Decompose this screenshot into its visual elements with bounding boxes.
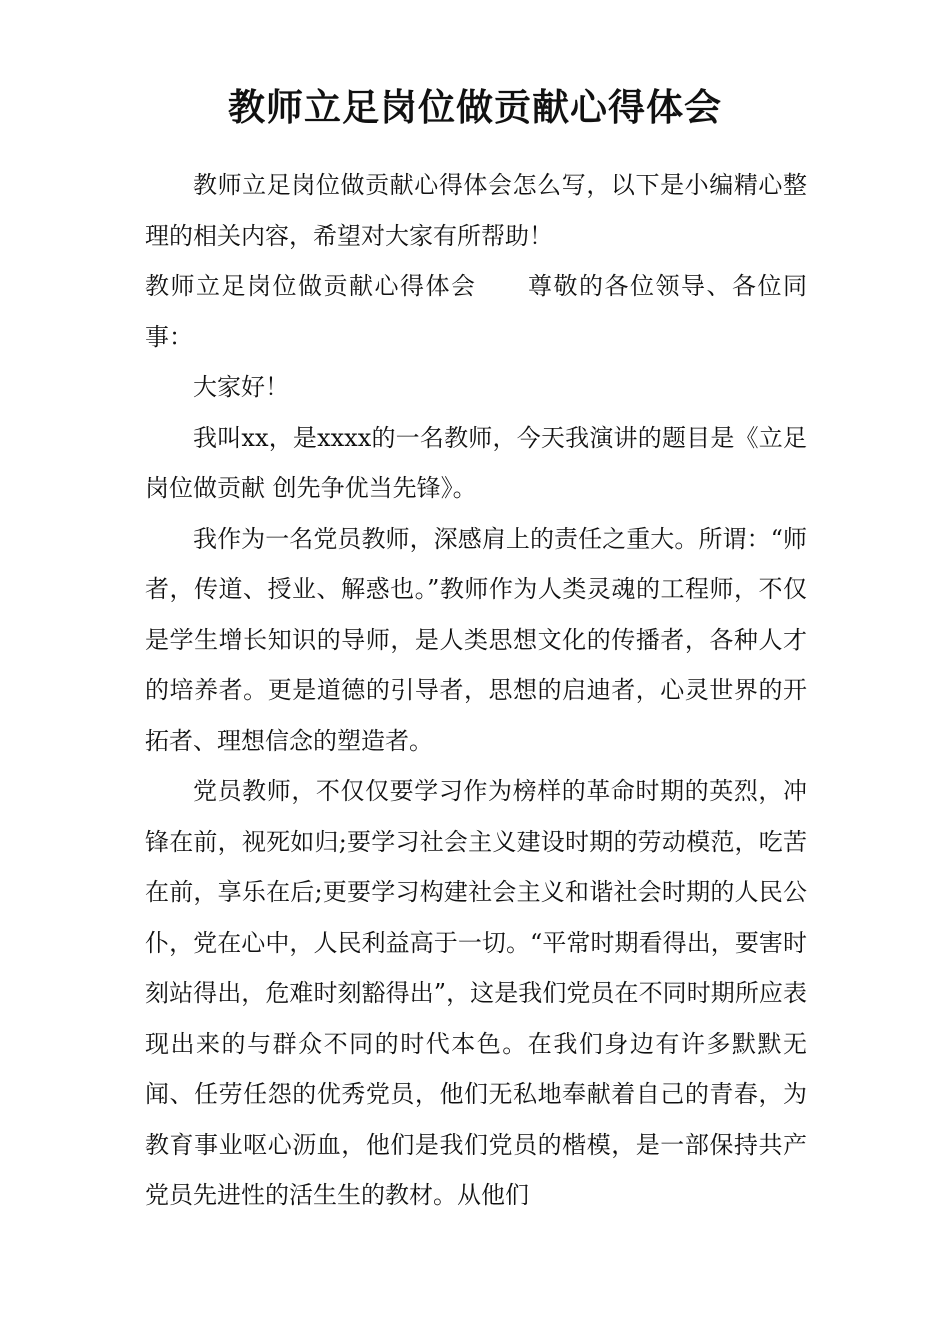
salutation: 尊敬的各位领导、各位同事： [145,272,807,351]
document-title: 教师立足岗位做贡献心得体会 [228,85,722,129]
inline-heading: 教师立足岗位做贡献心得体会 [145,272,477,300]
greeting-paragraph: 大家好！ [193,373,289,401]
intro-paragraph: 教师立足岗位做贡献心得体会怎么写，以下是小编精心整理的相关内容，希望对大家有所帮助！ [145,171,807,250]
heading-salutation-line [145,261,807,362]
body-paragraph-3: 党员教师，不仅仅要学习作为榜样的革命时期的英烈，冲锋在前，视死如归;要学习社会主义建设时期的劳动模范，吃苦在前，享乐在后;更要学习构建社会主义和谐社会时期的人民公仆，党在心中，人民利益高于一切。“平常时期看得出，要害时刻站得出，危难时刻豁得出”，这是我们党员在不同时期所应表现出来的与群众不同的时代本色。在我们身边有许多默默无闻、任劳任怨的优秀党员，他们无私地奉献着自己的青春，为教育事业呕心沥血，他们是我们党员的楷模，是一部保持共产党员先进性的活生生的教材。从他们 [145,777,807,1209]
body-paragraph-2: 我作为一名党员教师，深感肩上的责任之重大。所谓：“师者，传道、授业、解惑也。”教师作为人类灵魂的工程师，不仅是学生增长知识的导师，是人类思想文化的传播者，各种人才的培养者。更是道德的引导者，思想的启迪者，心灵世界的开拓者、理想信念的塑造者。 [145,524,807,755]
body-paragraph-1: 我叫xx，是xxxx的一名教师，今天我演讲的题目是《立足岗位做贡献 创先争优当先锋》。 [145,423,807,502]
document-body [145,160,807,1221]
